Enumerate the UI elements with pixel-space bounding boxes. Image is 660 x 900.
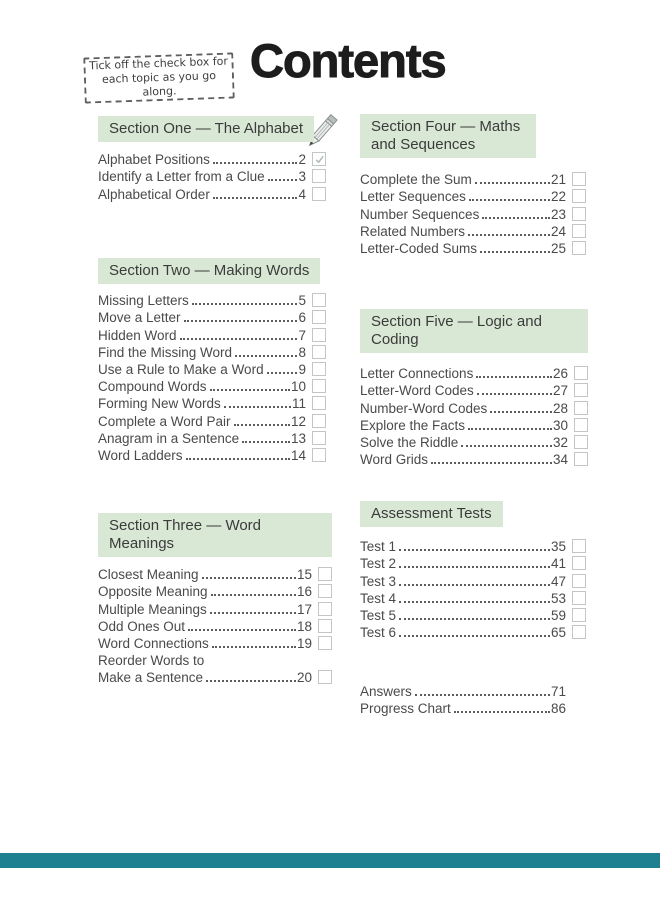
checkbox[interactable] (572, 608, 586, 622)
section-five (360, 309, 588, 467)
dotted-leader (212, 646, 296, 648)
checkbox[interactable] (574, 452, 588, 466)
assessment-tests-list (360, 537, 586, 640)
page-number: 19 (296, 635, 312, 651)
toc-item-label: Solve the Riddle (360, 434, 459, 450)
dotted-leader (475, 182, 550, 184)
toc-item-label: Missing Letters (98, 293, 189, 309)
toc-item-label: Word Ladders (98, 447, 183, 463)
toc-row (98, 291, 326, 308)
page-number: 9 (298, 361, 306, 377)
toc-item-label: Letter-Word Codes (360, 383, 474, 399)
checkbox[interactable] (318, 619, 332, 633)
toc-row (360, 398, 588, 415)
dotted-leader (192, 303, 298, 305)
dotted-leader (210, 389, 290, 391)
checkbox[interactable] (318, 636, 332, 650)
page-number: 47 (550, 573, 566, 589)
answers-progress-list (360, 682, 566, 716)
toc-item-label: Progress Chart (360, 701, 451, 717)
tick-note-box (83, 52, 235, 103)
dotted-leader (235, 355, 297, 357)
section-two (98, 258, 326, 463)
checkbox[interactable] (572, 172, 586, 186)
checkbox[interactable] (574, 435, 588, 449)
checkbox[interactable] (572, 591, 586, 605)
toc-item-label: Test 4 (360, 590, 397, 606)
page-number: 53 (550, 590, 566, 606)
page-number: 21 (550, 172, 566, 188)
page-number: 32 (552, 434, 568, 450)
dotted-leader (468, 234, 550, 236)
toc-row (360, 623, 586, 640)
dotted-leader (213, 162, 298, 164)
dotted-leader (184, 320, 298, 322)
toc-item-label: Alphabet Positions (98, 152, 210, 168)
page-title: Contents (250, 34, 446, 87)
page-number: 25 (550, 240, 566, 256)
toc-item-label: Compound Words (98, 379, 207, 395)
checkbox[interactable] (572, 625, 586, 639)
toc-row (360, 699, 566, 716)
dotted-leader (461, 445, 552, 447)
page-number: 10 (290, 379, 306, 395)
toc-item-label: Complete a Word Pair (98, 413, 231, 429)
toc-item-label: Word Connections (98, 635, 209, 651)
toc-row (360, 606, 586, 623)
dotted-leader (234, 424, 290, 426)
dotted-leader (477, 393, 552, 395)
toc-row (360, 554, 586, 571)
dotted-leader (186, 458, 290, 460)
checkbox[interactable] (318, 602, 332, 616)
section-four-header: Section Four — Maths and Sequences (360, 114, 536, 158)
page-number: 17 (296, 601, 312, 617)
page-number: 22 (550, 189, 566, 205)
dotted-leader (210, 612, 296, 614)
dotted-leader (490, 411, 552, 413)
page-number: 28 (552, 400, 568, 416)
toc-row (98, 325, 326, 342)
toc-item-label: Number-Word Codes (360, 400, 488, 416)
checkbox[interactable] (572, 574, 586, 588)
section-one (98, 116, 326, 202)
toc-item-label: Test 3 (360, 573, 397, 589)
dotted-leader (415, 694, 550, 696)
note-line-1: Tick off the check box for (88, 54, 229, 73)
toc-item-label: Word Grids (360, 452, 429, 468)
checkbox[interactable] (312, 345, 326, 359)
checkbox[interactable] (572, 556, 586, 570)
toc-item-label: Reorder Words to (98, 653, 205, 669)
toc-item-label: Letter Connections (360, 366, 474, 382)
page-number: 6 (298, 310, 306, 326)
dotted-leader (469, 199, 550, 201)
toc-item-label: Complete the Sum (360, 172, 472, 188)
toc-item-label: Related Numbers (360, 223, 466, 239)
checkbox[interactable] (572, 207, 586, 221)
section-three-list (98, 565, 332, 685)
toc-item-label: Identify a Letter from a Clue (98, 169, 265, 185)
section-three-header: Section Three — Word Meanings (98, 513, 332, 557)
toc-item-label: Test 5 (360, 607, 397, 623)
checkbox[interactable] (572, 539, 586, 553)
page-number: 23 (550, 206, 566, 222)
page-number: 4 (298, 186, 306, 202)
checkbox[interactable] (572, 189, 586, 203)
toc-row (98, 565, 332, 582)
toc-item-label: Hidden Word (98, 327, 177, 343)
toc-row (360, 204, 586, 221)
section-four-list (360, 170, 586, 256)
checkbox[interactable] (318, 567, 332, 581)
section-two-list (98, 291, 326, 463)
toc-row (360, 433, 588, 450)
checkbox[interactable] (312, 293, 326, 307)
page-number: 71 (550, 684, 566, 700)
checkbox[interactable] (572, 224, 586, 238)
page-number: 34 (552, 452, 568, 468)
toc-row (98, 184, 326, 201)
dotted-leader (242, 441, 290, 443)
page-number: 30 (552, 417, 568, 433)
dotted-leader (202, 577, 296, 579)
page-number: 3 (298, 169, 306, 185)
page-number: 18 (296, 618, 312, 634)
bottom-accent-bar (0, 853, 660, 868)
checkbox[interactable] (312, 396, 326, 410)
page-number: 14 (290, 447, 306, 463)
page-number: 2 (298, 152, 306, 168)
dotted-leader (267, 372, 298, 374)
checkbox[interactable] (312, 187, 326, 201)
toc-item-label: Letter Sequences (360, 189, 466, 205)
section-one-header: Section One — The Alphabet (98, 116, 314, 142)
toc-row (360, 364, 588, 381)
dotted-leader (468, 428, 552, 430)
toc-item-label: Answers (360, 684, 412, 700)
page-number: 24 (550, 223, 566, 239)
checkbox[interactable] (572, 241, 586, 255)
toc-item-label: Make a Sentence (98, 670, 204, 686)
toc-row (98, 377, 326, 394)
dotted-leader (399, 618, 550, 620)
dotted-leader (431, 462, 552, 464)
checkbox[interactable] (318, 670, 332, 684)
toc-row (360, 170, 586, 187)
checkbox[interactable] (312, 448, 326, 462)
page-number: 12 (290, 413, 306, 429)
dotted-leader (213, 197, 298, 199)
toc-row (360, 239, 586, 256)
toc-row (98, 150, 326, 167)
toc-row (98, 343, 326, 360)
page-number: 7 (298, 327, 306, 343)
toc-row (98, 668, 332, 685)
dotted-leader (399, 635, 550, 637)
section-five-list (360, 364, 588, 467)
section-five-header: Section Five — Logic and Coding (360, 309, 588, 353)
page-number: 65 (550, 625, 566, 641)
toc-item-label: Opposite Meaning (98, 584, 208, 600)
checkbox[interactable] (574, 401, 588, 415)
page-number: 41 (550, 556, 566, 572)
dotted-leader (454, 711, 550, 713)
checkbox[interactable] (574, 383, 588, 397)
toc-item-label: Odd Ones Out (98, 618, 186, 634)
toc-row (98, 411, 326, 428)
checkbox[interactable] (312, 431, 326, 445)
dotted-leader (399, 584, 550, 586)
toc-item-label: Explore the Facts (360, 417, 466, 433)
checkbox[interactable] (312, 379, 326, 393)
dotted-leader (188, 629, 296, 631)
page-number: 27 (552, 383, 568, 399)
assessment-tests-header: Assessment Tests (360, 501, 503, 527)
toc-row (98, 582, 332, 599)
toc-item-label: Multiple Meanings (98, 601, 207, 617)
dotted-leader (206, 680, 296, 682)
toc-row (98, 394, 326, 411)
toc-row (360, 381, 588, 398)
page-number: 35 (550, 539, 566, 555)
page-number: 8 (298, 344, 306, 360)
toc-row (360, 222, 586, 239)
toc-row (360, 537, 586, 554)
page-number: 16 (296, 584, 312, 600)
checkbox[interactable] (312, 328, 326, 342)
page-number: 20 (296, 670, 312, 686)
checkbox[interactable] (574, 366, 588, 380)
page-number: 11 (291, 396, 306, 412)
toc-item-label: Alphabetical Order (98, 186, 210, 202)
toc-row (360, 416, 588, 433)
checkbox[interactable] (312, 169, 326, 183)
dotted-leader (482, 217, 550, 219)
toc-row (98, 446, 326, 463)
toc-row (360, 589, 586, 606)
toc-row (360, 682, 566, 699)
toc-row (98, 429, 326, 446)
page-number: 26 (552, 366, 568, 382)
toc-row (98, 617, 332, 634)
dotted-leader (480, 251, 550, 253)
toc-item-label: Letter-Coded Sums (360, 240, 478, 256)
checkbox[interactable] (312, 414, 326, 428)
toc-item-label: Number Sequences (360, 206, 480, 222)
section-three (98, 513, 332, 685)
page-number: 59 (550, 607, 566, 623)
toc-row (98, 360, 326, 377)
toc-item-label: Find the Missing Word (98, 344, 233, 360)
assessment-tests (360, 501, 586, 640)
toc-row (98, 634, 332, 651)
dotted-leader (399, 566, 550, 568)
section-one-list (98, 150, 326, 202)
section-four (360, 114, 586, 256)
checkbox[interactable] (312, 310, 326, 324)
checkbox[interactable] (318, 584, 332, 598)
dotted-leader (224, 406, 291, 408)
dotted-leader (399, 549, 550, 551)
toc-row (360, 187, 586, 204)
dotted-leader (399, 601, 550, 603)
checkbox-checked[interactable] (312, 152, 326, 166)
toc-item-label: Test 2 (360, 556, 397, 572)
section-two-header: Section Two — Making Words (98, 258, 320, 284)
dotted-leader (268, 179, 298, 181)
toc-item-label: Test 6 (360, 625, 397, 641)
page-number: 13 (290, 430, 306, 446)
note-line-2: each topic as you go along. (101, 69, 217, 99)
toc-row (360, 450, 588, 467)
dotted-leader (180, 338, 298, 340)
toc-row (98, 308, 326, 325)
toc-row (98, 651, 332, 668)
checkbox[interactable] (574, 418, 588, 432)
toc-row (98, 167, 326, 184)
toc-item-label: Test 1 (360, 539, 397, 555)
toc-item-label: Use a Rule to Make a Word (98, 361, 264, 377)
toc-item-label: Anagram in a Sentence (98, 430, 240, 446)
dotted-leader (476, 376, 552, 378)
toc-item-label: Move a Letter (98, 310, 181, 326)
toc-item-label: Forming New Words (98, 396, 221, 412)
page-number: 5 (298, 293, 306, 309)
checkbox[interactable] (312, 362, 326, 376)
page-number: 86 (550, 701, 566, 717)
toc-row (98, 599, 332, 616)
toc-item-label: Closest Meaning (98, 567, 199, 583)
toc-row (360, 571, 586, 588)
page-number: 15 (296, 567, 312, 583)
dotted-leader (211, 594, 296, 596)
